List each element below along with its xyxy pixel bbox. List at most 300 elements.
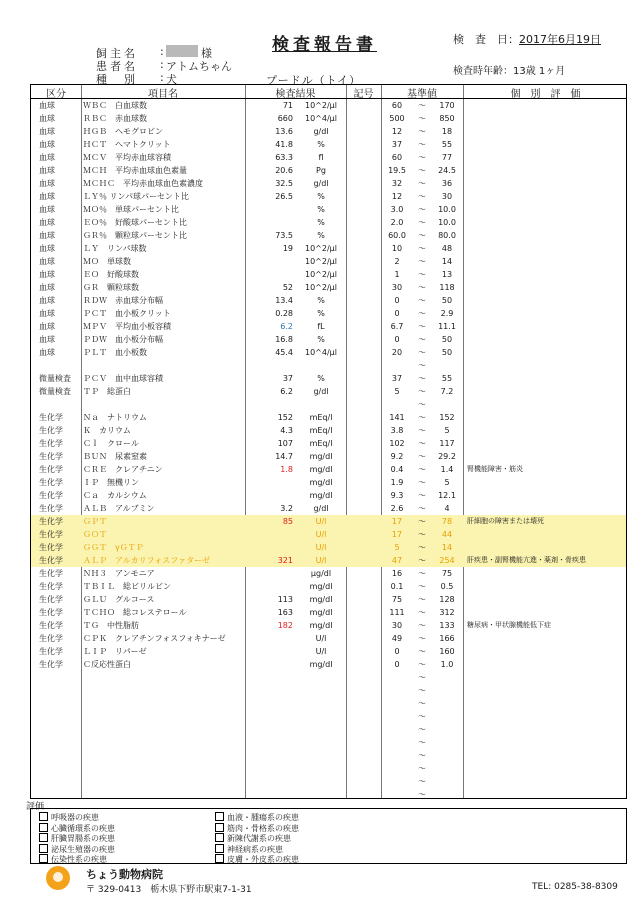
row-ref-low: 12: [391, 192, 403, 201]
row-category: 生化学: [39, 413, 63, 422]
row-item: ＭＯ％ 単球パーセント比: [83, 205, 179, 214]
row-unit: 10^2/μl: [305, 244, 337, 253]
row-unit: mEq/l: [309, 426, 333, 435]
row-item: ＬＹ リンパ球数: [83, 244, 147, 253]
table-row-empty: [31, 788, 626, 801]
row-unit: %: [317, 140, 325, 149]
row-category: 生化学: [39, 582, 63, 591]
table-row: [31, 164, 626, 177]
row-result: 19: [282, 244, 293, 253]
row-ref-high: 55: [441, 140, 453, 149]
row-category: 生化学: [39, 569, 63, 578]
row-category: 血球: [39, 166, 55, 175]
evaluation-category: [215, 823, 299, 834]
row-ref-tilde: ～: [418, 439, 426, 448]
evaluation-category-label: 新陳代謝系の疾患: [227, 834, 291, 843]
row-unit: %: [317, 374, 325, 383]
patient-label: 患者名: [96, 60, 138, 73]
table-row: [31, 411, 626, 424]
row-ref-high: 80.0: [438, 231, 456, 240]
row-result: 0.28: [275, 309, 293, 318]
table-row: [31, 190, 626, 203]
table-row: [31, 320, 626, 333]
table-row: [31, 567, 626, 580]
row-item: ＧＯＴ: [83, 530, 107, 539]
row-ref-low: 17: [391, 530, 403, 539]
row-unit: %: [317, 218, 325, 227]
row-ref-high: 10.0: [438, 218, 456, 227]
row-evaluation: 糖尿病・甲状腺機能低下症: [467, 621, 551, 629]
evaluation-category: [39, 844, 115, 855]
row-ref-tilde: ～: [418, 686, 426, 695]
row-ref-tilde: ～: [418, 283, 426, 292]
evaluation-category: [215, 833, 291, 844]
table-row: [31, 541, 626, 554]
row-item: ＰＣＶ 血中血球容積: [83, 374, 163, 383]
row-ref-tilde: ～: [418, 153, 426, 162]
results-table: [30, 84, 627, 799]
row-ref-low: 3.0: [390, 205, 404, 214]
clinic-name: ちょう動物病院: [86, 868, 163, 881]
table-row: [31, 593, 626, 606]
row-result: 113: [277, 595, 293, 604]
row-ref-tilde: ～: [418, 764, 426, 773]
exam-date-label: 検 査 日：: [453, 33, 519, 46]
table-row: [31, 203, 626, 216]
evaluation-category-label: 神経病系の疾患: [227, 844, 283, 854]
row-category: 血球: [39, 127, 55, 136]
row-ref-low: 0: [394, 647, 400, 656]
evaluation-category: [39, 854, 107, 865]
row-result: 6.2: [280, 322, 293, 331]
row-result: 20.6: [275, 166, 293, 175]
row-item: ＰＣＴ 血小板クリット: [83, 309, 171, 318]
checkbox-icon[interactable]: [215, 812, 224, 821]
row-ref-high: 254: [439, 556, 455, 565]
patient-colon: :: [160, 58, 164, 71]
row-category: 血球: [39, 348, 55, 357]
row-unit: μg/dl: [310, 569, 332, 578]
checkbox-icon[interactable]: [39, 812, 48, 821]
exam-date: [453, 31, 601, 47]
table-row: [31, 632, 626, 645]
row-ref-tilde: ～: [418, 296, 426, 305]
header-reference: 基準値: [407, 89, 437, 100]
row-item: ＣＲＥ クレアチニン: [83, 465, 163, 474]
row-unit: U/l: [315, 517, 327, 526]
row-unit: fL: [317, 322, 325, 331]
row-unit: g/dl: [313, 179, 329, 188]
row-ref-high: 152: [439, 413, 455, 422]
table-header: [31, 85, 626, 99]
row-ref-high: 29.2: [438, 452, 456, 461]
row-ref-high: 24.5: [438, 166, 456, 175]
row-unit: g/dl: [313, 387, 329, 396]
table-row: [31, 268, 626, 281]
row-item: ＢＵＮ 尿素窒素: [83, 452, 147, 461]
row-ref-low: 6.7: [390, 322, 404, 331]
checkbox-icon[interactable]: [215, 844, 224, 853]
row-item: ＭＣＶ 平均赤血球容積: [83, 153, 171, 162]
row-result: 71: [282, 101, 293, 110]
table-row-empty: [31, 671, 626, 684]
row-unit: 10^4/μl: [305, 348, 337, 357]
breed-value: プードル（トイ）: [266, 74, 362, 87]
table-row-empty: [31, 762, 626, 775]
row-ref-low: 12: [391, 127, 403, 136]
header-evaluation: 個 別 評 価: [510, 89, 581, 100]
table-row-empty: [31, 723, 626, 736]
table-row: [31, 242, 626, 255]
row-result: 1.8: [280, 465, 293, 474]
row-item: ＨＣＴ ヘマトクリット: [83, 140, 171, 149]
row-ref-high: 5: [444, 426, 450, 435]
table-row-empty: [31, 684, 626, 697]
row-category: 生化学: [39, 647, 63, 656]
row-unit: fl: [318, 153, 324, 162]
evaluation-category-label: 呼吸器の疾患: [51, 813, 99, 822]
row-item: ＮＨ３ アンモニア: [83, 569, 155, 578]
row-ref-tilde: ～: [418, 608, 426, 617]
row-result: 107: [277, 439, 293, 448]
checkbox-icon[interactable]: [39, 844, 48, 853]
checkbox-icon[interactable]: [215, 823, 224, 832]
row-unit: %: [317, 231, 325, 240]
row-unit: mg/dl: [309, 595, 333, 604]
row-ref-tilde: ～: [418, 647, 426, 656]
row-unit: mg/dl: [309, 582, 333, 591]
row-ref-high: 48: [441, 244, 453, 253]
row-evaluation: 肝疾患・副腎機能亢進・薬剤・骨疾患: [467, 556, 586, 564]
row-ref-high: 5: [444, 478, 450, 487]
row-category: 生化学: [39, 491, 63, 500]
row-ref-tilde: ～: [418, 335, 426, 344]
table-row: [31, 346, 626, 359]
row-ref-tilde: ～: [418, 738, 426, 747]
row-category: 血球: [39, 179, 55, 188]
row-ref-tilde: ～: [418, 166, 426, 175]
clinic-logo-icon: [46, 866, 70, 890]
row-ref-high: 18: [441, 127, 453, 136]
row-ref-tilde: ～: [418, 192, 426, 201]
owner-colon: :: [160, 45, 164, 58]
row-ref-low: 37: [391, 374, 403, 383]
row-item: ＡＬＰ アルカリフォスファターゼ: [83, 556, 210, 565]
row-ref-tilde: ～: [418, 179, 426, 188]
row-ref-tilde: ～: [418, 101, 426, 110]
row-ref-tilde: ～: [418, 699, 426, 708]
row-ref-high: 50: [441, 296, 453, 305]
row-ref-low: 9.2: [390, 452, 404, 461]
row-category: 血球: [39, 140, 55, 149]
exam-age-label: 検査時年齢：: [453, 66, 513, 77]
row-item: ＧＬＵ グルコース: [83, 595, 155, 604]
row-category: 生化学: [39, 504, 63, 513]
row-result: 321: [277, 556, 293, 565]
evaluation-category-label: 泌尿生殖器の疾患: [51, 844, 115, 854]
row-ref-low: 2: [394, 257, 400, 266]
table-row: [31, 619, 626, 632]
row-result: 13.4: [275, 296, 293, 305]
row-item: ＣＰＫ クレアチンフォスフォキナーゼ: [83, 634, 226, 643]
row-ref-high: 312: [439, 608, 455, 617]
row-ref-low: 141: [389, 413, 405, 422]
header-item: 項目名: [148, 89, 178, 100]
row-unit: mg/dl: [309, 660, 333, 669]
row-category: 血球: [39, 244, 55, 253]
row-ref-low: 19.5: [388, 166, 406, 175]
row-ref-tilde: ～: [418, 634, 426, 643]
table-row: [31, 125, 626, 138]
patient-name: アトムちゃん: [166, 60, 232, 73]
row-result: 4.3: [280, 426, 293, 435]
row-item: ＰＤＷ 血小板分布幅: [83, 335, 163, 344]
row-unit: U/l: [315, 647, 327, 656]
row-ref-high: 1.4: [440, 465, 454, 474]
row-ref-tilde: ～: [418, 725, 426, 734]
row-result: 45.4: [275, 348, 293, 357]
table-row-empty: [31, 697, 626, 710]
row-item: ＭＣＨＣ 平均赤血球血色素濃度: [83, 179, 203, 188]
row-ref-low: 60: [391, 153, 403, 162]
row-unit: %: [317, 335, 325, 344]
row-category: 生化学: [39, 478, 63, 487]
evaluation-category: [215, 812, 299, 823]
row-ref-tilde: ～: [418, 114, 426, 123]
row-unit: Pg: [316, 166, 326, 175]
checkbox-icon[interactable]: [39, 823, 48, 832]
table-row: [31, 255, 626, 268]
row-ref-low: 75: [391, 595, 403, 604]
row-ref-tilde: ～: [418, 387, 426, 396]
row-unit: 10^4/μl: [305, 114, 337, 123]
row-ref-low: 0: [394, 335, 400, 344]
row-item: Ｃ反応性蛋白: [83, 660, 131, 669]
evaluation-title: 評価: [26, 802, 45, 812]
row-item: ＥＯ 好酸球数: [83, 270, 139, 279]
row-category: 血球: [39, 101, 55, 110]
row-category: 血球: [39, 335, 55, 344]
row-category: 微量検査: [39, 374, 71, 383]
table-row: [31, 359, 626, 372]
row-ref-tilde: ～: [418, 790, 426, 799]
row-unit: mg/dl: [309, 465, 333, 474]
table-row: [31, 138, 626, 151]
row-ref-tilde: ～: [418, 556, 426, 565]
row-ref-low: 37: [391, 140, 403, 149]
row-ref-high: 7.2: [440, 387, 454, 396]
table-row: [31, 151, 626, 164]
row-item: ＲＤＷ 赤血球分布幅: [83, 296, 163, 305]
row-unit: mg/dl: [309, 491, 333, 500]
row-category: 血球: [39, 257, 55, 266]
row-unit: g/dl: [313, 504, 329, 513]
row-ref-low: 0: [394, 660, 400, 669]
row-result: 182: [277, 621, 293, 630]
row-ref-tilde: ～: [418, 777, 426, 786]
table-row: [31, 528, 626, 541]
exam-date-value: 2017年6月19日: [519, 33, 601, 46]
row-ref-high: 133: [439, 621, 455, 630]
header-mark: 記号: [353, 89, 374, 100]
clinic-tel: TEL: 0285-38-8309: [532, 882, 618, 892]
row-result: 14.7: [275, 452, 293, 461]
row-ref-high: 12.1: [438, 491, 456, 500]
row-ref-tilde: ～: [418, 712, 426, 721]
row-unit: %: [317, 309, 325, 318]
row-ref-high: 14: [441, 543, 453, 552]
evaluation-category-label: 心臓循環系の疾患: [51, 823, 115, 833]
table-row: [31, 307, 626, 320]
row-ref-tilde: ～: [418, 478, 426, 487]
table-row: [31, 229, 626, 242]
row-unit: 10^2/μl: [305, 257, 337, 266]
row-item: ＬＹ％ リンパ球パーセント比: [83, 192, 189, 201]
table-row: [31, 281, 626, 294]
checkbox-icon[interactable]: [215, 833, 224, 842]
row-ref-high: 4: [444, 504, 450, 513]
row-ref-high: 50: [441, 335, 453, 344]
row-result: 3.2: [280, 504, 293, 513]
row-ref-tilde: ～: [418, 582, 426, 591]
row-ref-low: 1.9: [390, 478, 404, 487]
row-result: 41.8: [275, 140, 293, 149]
row-ref-tilde: ～: [418, 621, 426, 630]
table-row: [31, 580, 626, 593]
row-unit: 10^2/μl: [305, 283, 337, 292]
row-ref-tilde: ～: [418, 452, 426, 461]
table-row: [31, 398, 626, 411]
row-ref-high: 166: [439, 634, 455, 643]
row-unit: 10^2/μl: [305, 101, 337, 110]
row-ref-low: 3.8: [390, 426, 404, 435]
row-unit: mEq/l: [309, 439, 333, 448]
clinic-address: 〒 329-0413 栃木県下野市駅東7-1-31: [86, 885, 252, 895]
row-unit: mEq/l: [309, 413, 333, 422]
row-result: 37: [282, 374, 293, 383]
exam-age: [453, 62, 565, 77]
row-item: ＴＣＨＯ 総コレステロール: [83, 608, 187, 617]
table-row: [31, 476, 626, 489]
evaluation-box: [30, 808, 627, 864]
row-item: ＰＬＴ 血小板数: [83, 348, 147, 357]
row-ref-low: 111: [389, 608, 405, 617]
row-ref-low: 0: [394, 296, 400, 305]
row-ref-low: 60.0: [388, 231, 406, 240]
row-ref-tilde: ～: [418, 569, 426, 578]
row-ref-high: 128: [439, 595, 455, 604]
row-ref-high: 55: [441, 374, 453, 383]
checkbox-icon[interactable]: [215, 854, 224, 863]
header-result: 検査結果: [275, 89, 316, 100]
row-category: 生化学: [39, 660, 63, 669]
row-category: 血球: [39, 270, 55, 279]
row-ref-tilde: ～: [418, 257, 426, 266]
table-row: [31, 515, 626, 528]
row-ref-tilde: ～: [418, 374, 426, 383]
table-row: [31, 489, 626, 502]
row-evaluation: 肝細胞の障害または壊死: [467, 517, 544, 525]
row-ref-high: 850: [439, 114, 455, 123]
row-category: 生化学: [39, 556, 63, 565]
row-category: 生化学: [39, 517, 63, 526]
row-result: 6.2: [280, 387, 293, 396]
row-category: 血球: [39, 192, 55, 201]
row-ref-tilde: ～: [418, 127, 426, 136]
row-category: 血球: [39, 153, 55, 162]
row-category: 微量検査: [39, 387, 71, 396]
row-unit: %: [317, 296, 325, 305]
row-category: 血球: [39, 322, 55, 331]
row-ref-tilde: ～: [418, 673, 426, 682]
row-ref-high: 44: [441, 530, 453, 539]
row-ref-low: 30: [391, 621, 403, 630]
row-ref-low: 0.4: [390, 465, 404, 474]
row-category: 血球: [39, 218, 55, 227]
owner-name-redaction: [166, 45, 198, 57]
evaluation-category-label: 血液・腫瘍系の疾患: [227, 813, 299, 822]
table-row: [31, 333, 626, 346]
row-category: 生化学: [39, 530, 63, 539]
row-ref-high: 77: [441, 153, 453, 162]
checkbox-icon[interactable]: [39, 854, 48, 863]
row-result: 52: [282, 283, 293, 292]
row-ref-tilde: ～: [418, 400, 426, 409]
row-category: 血球: [39, 205, 55, 214]
row-unit: mg/dl: [309, 621, 333, 630]
row-ref-low: 32: [391, 179, 403, 188]
table-row: [31, 658, 626, 671]
row-ref-low: 20: [391, 348, 403, 357]
owner-suffix: 様: [201, 47, 212, 60]
row-ref-tilde: ～: [418, 751, 426, 760]
row-ref-low: 1: [394, 270, 400, 279]
evaluation-category: [215, 844, 283, 855]
row-category: 生化学: [39, 452, 63, 461]
row-ref-high: 36: [441, 179, 453, 188]
row-unit: mg/dl: [309, 452, 333, 461]
row-ref-low: 2.6: [390, 504, 404, 513]
row-item: ＭＯ 単球数: [83, 257, 131, 266]
page-title: 検査報告書: [272, 35, 377, 55]
row-ref-low: 17: [391, 517, 403, 526]
row-item: ＲＢＣ 赤血球数: [83, 114, 147, 123]
row-ref-high: 14: [441, 257, 453, 266]
row-ref-tilde: ～: [418, 517, 426, 526]
table-row: [31, 112, 626, 125]
species-value: 犬: [166, 73, 177, 86]
row-ref-high: 10.0: [438, 205, 456, 214]
row-ref-tilde: ～: [418, 231, 426, 240]
row-unit: U/l: [315, 530, 327, 539]
row-ref-high: 30: [441, 192, 453, 201]
table-row: [31, 177, 626, 190]
row-ref-tilde: ～: [418, 413, 426, 422]
row-item: Ｎａ ナトリウム: [83, 413, 147, 422]
row-ref-tilde: ～: [418, 140, 426, 149]
row-item: ＧＲ 顆粒球数: [83, 283, 139, 292]
row-result: 32.5: [275, 179, 293, 188]
row-category: 生化学: [39, 621, 63, 630]
row-ref-low: 16: [391, 569, 403, 578]
row-evaluation: 腎機能障害・筋炎: [467, 465, 523, 473]
header-category: 区分: [46, 89, 66, 100]
row-category: 血球: [39, 283, 55, 292]
checkbox-icon[interactable]: [39, 833, 48, 842]
row-unit: U/l: [315, 556, 327, 565]
evaluation-category: [39, 833, 115, 844]
table-row: [31, 216, 626, 229]
